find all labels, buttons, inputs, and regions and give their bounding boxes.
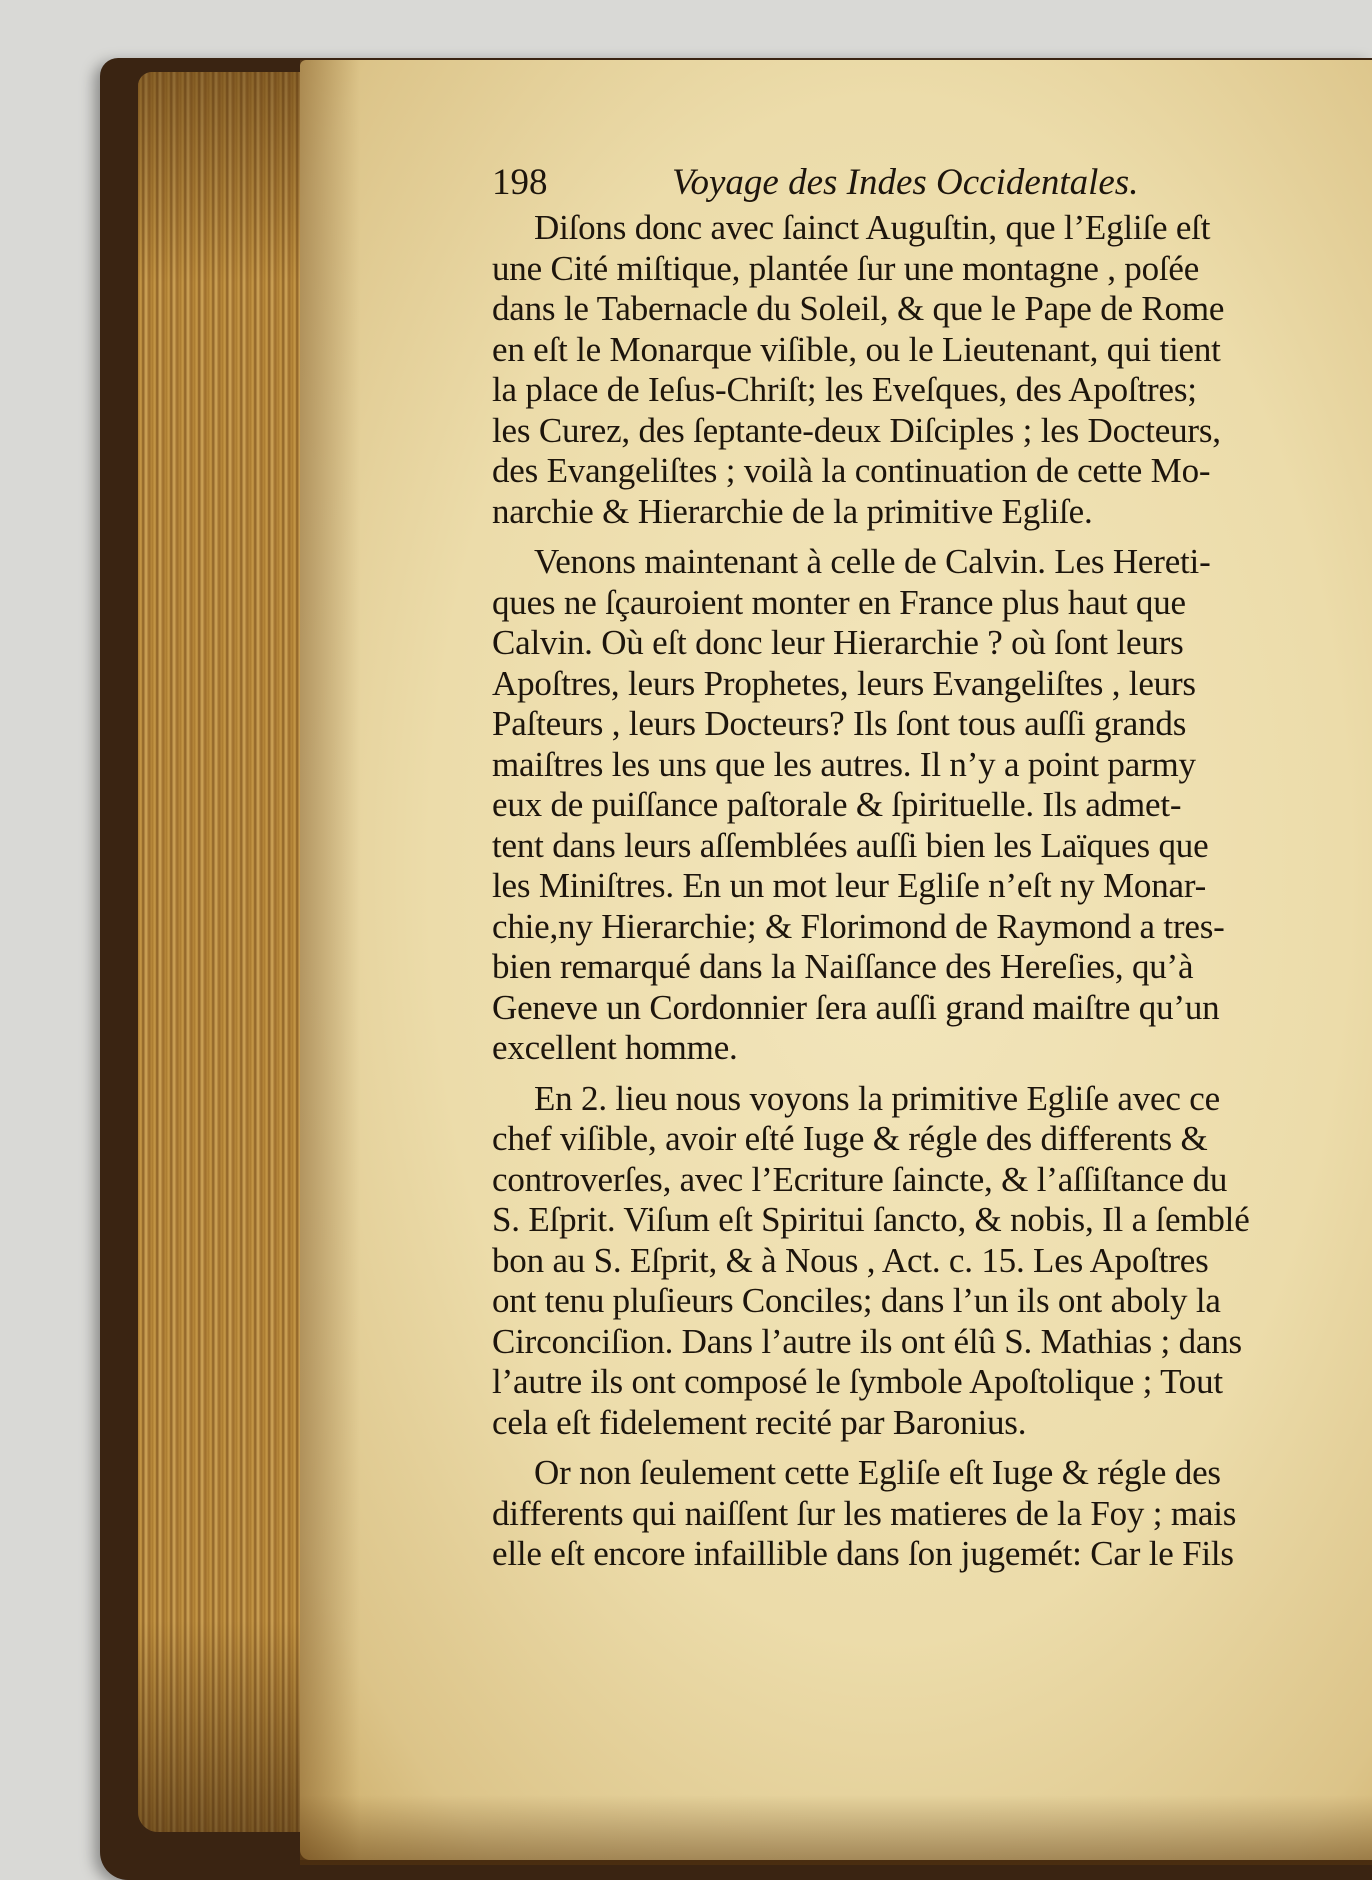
paragraph-4 [492,1453,1314,1575]
text-line: chie,ny Hierarchie; & Florimond de Raymond a tres- [492,906,1225,946]
text-line: excellent homme. [492,1028,738,1067]
paragraph-1 [492,208,1314,532]
text-line: bien remarqué dans la Naiſſance des Hereſies, qu’à [492,947,1194,986]
text-line: cela eſt fidelement recité par Baronius. [492,1402,1027,1442]
page-gutter-shadow [300,60,360,1860]
text-line: les Miniſtres. En un mot leur Egliſe n’eſt ny Monar- [492,866,1207,905]
text-line: bon au S. Eſprit, & à Nous , Act. c. 15. Les Apoſtres [492,1240,1209,1280]
text-line: une Cité miſtique, plantée ſur une montagne , poſée [492,248,1200,288]
text-line: narchie & Hierarchie de la primitive Egliſe. [492,491,1093,531]
text-line: la place de Ieſus-Chriſt; les Eveſques, des Apoſtres; [492,370,1197,409]
text-line: Or non ſeulement cette Egliſe eſt Iuge & régle des [534,1453,1221,1492]
text-line: les Curez, des ſeptante-deux Diſciples ; les Docteurs, [492,410,1221,450]
paragraph-3 [492,1079,1314,1444]
page-bottom-shadow [300,1795,1372,1865]
text-line: maiſtres les uns que les autres. Il n’y a point parmy [492,744,1196,784]
text-line: ques ne ſçauroient monter en France plus haut que [492,582,1186,622]
text-line: Apoſtres, leurs Prophetes, leurs Evangeliſtes , leurs [492,663,1196,703]
text-line: Diſons donc avec ſainct Auguſtin, que l’Egliſe eſt [534,208,1211,247]
text-line: elle eſt encore infaillible dans ſon jugemét: Car le Fils [492,1534,1234,1573]
text-line: Calvin. Où eſt donc leur Hierarchie ? où ſont leurs [492,623,1184,662]
text-line: l’autre ils ont composé le ſymbole Apoſtolique ; Tout [492,1362,1223,1401]
text-line: controverſes, avec l’Ecriture ſaincte, & l’aſſiſtance du [492,1159,1228,1199]
page-text-block [492,158,1314,1575]
text-line: S. Eſprit. Viſum eſt Spiritui ſancto, & nobis, Il a ſemblé [492,1200,1250,1239]
running-title: Voyage des Indes Occidentales. [672,162,1139,203]
text-line: ont tenu pluſieurs Conciles; dans l’un ils ont aboly la [492,1281,1221,1320]
text-line: tent dans leurs aſſemblées auſſi bien les Laïques que [492,825,1209,865]
text-line: Paſteurs , leurs Docteurs? Ils ſont tous auſſi grands [492,704,1187,743]
text-line: differents qui naiſſent ſur les matieres de la Foy ; mais [492,1493,1237,1533]
text-line: chef viſible, avoir eſté Iuge & régle des differents & [492,1119,1208,1158]
text-line: Circonciſion. Dans l’autre ils ont élû S. Mathias ; dans [492,1321,1242,1361]
page-number: 198 [492,162,548,203]
text-line: Geneve un Cordonnier ſera auſſi grand maiſtre qu’un [492,987,1220,1027]
paragraph-2 [492,542,1314,1069]
running-head [492,158,1314,208]
text-line: eux de puiſſance paſtorale & ſpirituelle. Ils admet- [492,785,1182,824]
text-line: Venons maintenant à celle de Calvin. Les Hereti- [534,542,1211,581]
text-line: en eſt le Monarque viſible, ou le Lieutenant, qui tient [492,329,1221,369]
text-line: des Evangeliſtes ; voilà la continuation de cette Mo- [492,451,1211,490]
text-line: dans le Tabernacle du Soleil, & que le Pape de Rome [492,289,1225,328]
text-line: En 2. lieu nous voyons la primitive Egliſe avec ce [534,1078,1220,1118]
